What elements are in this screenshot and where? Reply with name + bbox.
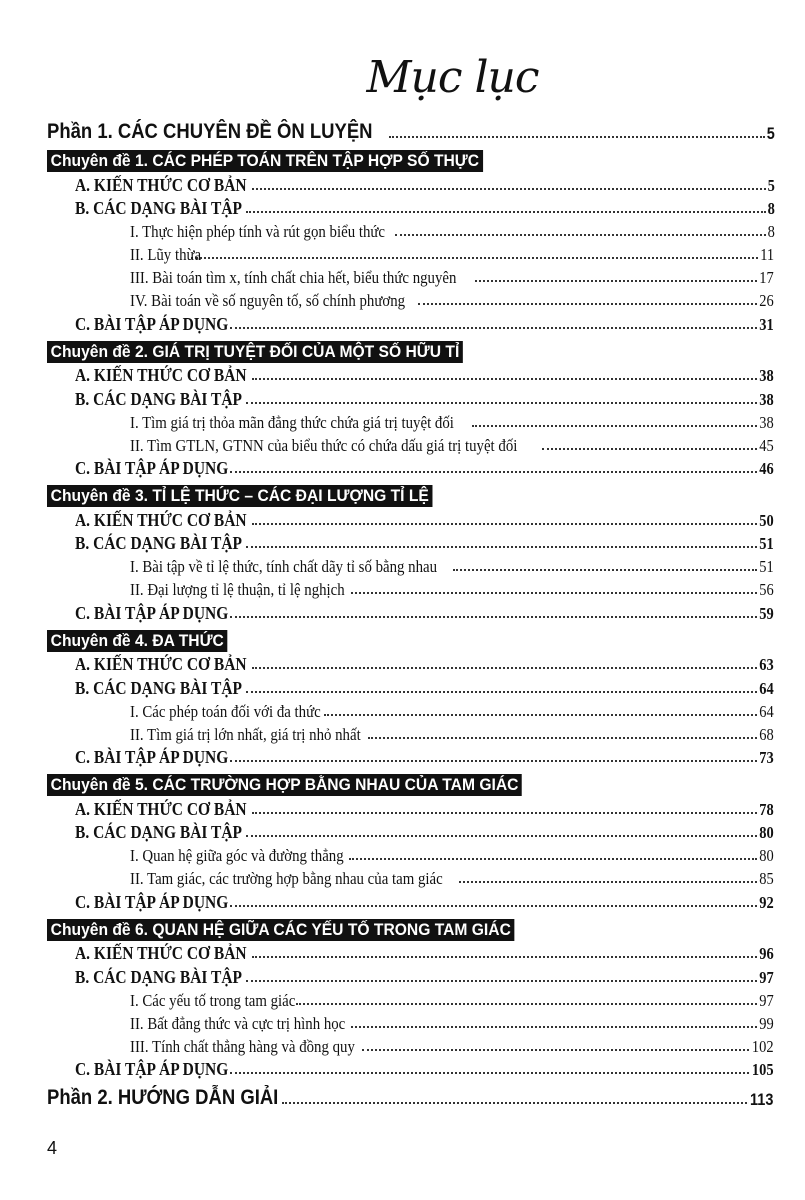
toc-part-entry[interactable] (47, 114, 775, 144)
entry-label: C. BÀI TẬP ÁP DỤNG (75, 602, 229, 623)
entry-page-number: 26 (759, 291, 774, 310)
toc-topic-header[interactable] (47, 626, 775, 652)
toc-section-entry[interactable] (47, 675, 775, 699)
entry-label: III. Bài toán tìm x, tính chất chia hết, biểu thức nguyên (130, 268, 457, 287)
entry-label: C. BÀI TẬP ÁP DỤNG (75, 313, 229, 334)
entry-page-number: 5 (767, 175, 775, 195)
dot-leader (252, 188, 766, 190)
entry-page-number: 78 (759, 799, 774, 819)
dot-leader (246, 402, 757, 404)
dot-leader (230, 471, 757, 473)
entry-label: II. Lũy thừa (130, 245, 202, 264)
entry-label: III. Tính chất thẳng hàng và đồng quy (130, 1036, 355, 1056)
entry-label: IV. Bài toán về số nguyên tố, số chính phương (130, 291, 406, 310)
entry-label: II. Bất đẳng thức và cực trị hình học (130, 1013, 346, 1033)
entry-label: I. Các yếu tố trong tam giác (130, 990, 296, 1010)
entry-page-number: 105 (751, 1060, 774, 1079)
toc-section-entry[interactable] (47, 941, 775, 965)
dot-leader (230, 616, 757, 618)
entry-label: B. CÁC DẠNG BÀI TẬP (75, 533, 243, 553)
entry-label: A. KIẾN THỨC CƠ BẢN (75, 798, 247, 819)
entry-label: II. Tìm giá trị lớn nhất, giá trị nhỏ nhất (130, 724, 361, 744)
entry-label: II. Tam giác, các trường hợp bằng nhau của tam giác (130, 869, 443, 888)
toc-section-entry[interactable] (47, 531, 775, 555)
entry-page-number: 73 (759, 748, 774, 767)
entry-page-number: 56 (759, 580, 774, 599)
entry-page-number: 68 (759, 724, 774, 744)
entry-page-number: 46 (759, 459, 774, 478)
entry-label: B. CÁC DẠNG BÀI TẬP (75, 198, 243, 218)
toc-part-entry[interactable] (47, 1080, 775, 1110)
topic-title: Chuyên đề 3. TỈ LỆ THỨC – CÁC ĐẠI LƯỢNG TỈ LỆ (47, 485, 433, 507)
entry-label: I. Quan hệ giữa góc và đường thẳng (130, 846, 344, 865)
toc-section-entry[interactable] (47, 600, 775, 624)
dot-leader (252, 378, 757, 380)
toc-topic-header[interactable] (47, 915, 775, 941)
toc-subsection-entry[interactable] (47, 410, 775, 433)
toc-section-entry[interactable] (47, 363, 775, 387)
entry-label: II. Đại lượng tỉ lệ thuận, tỉ lệ nghịch (130, 580, 345, 599)
entry-page-number: 8 (767, 222, 775, 241)
entry-page-number: 11 (759, 245, 774, 264)
toc-topic-header[interactable] (47, 146, 775, 172)
entry-label: Phần 1. CÁC CHUYÊN ĐỀ ÔN LUYỆN (47, 120, 373, 143)
dot-leader (252, 523, 757, 525)
toc-subsection-entry[interactable] (47, 722, 775, 745)
page-title: Mục lục (366, 52, 539, 103)
entry-page-number: 31 (759, 314, 774, 334)
dot-leader (418, 303, 757, 305)
topic-title: Chuyên đề 4. ĐA THỨC (47, 630, 228, 652)
entry-page-number: 45 (759, 435, 774, 455)
entry-label: C. BÀI TẬP ÁP DỤNG (75, 458, 229, 478)
entry-page-number: 92 (759, 892, 774, 912)
toc-subsection-entry[interactable] (47, 1034, 775, 1057)
entry-page-number: 63 (759, 655, 774, 674)
dot-leader (296, 1003, 757, 1005)
dot-leader (246, 546, 757, 548)
dot-leader (395, 234, 765, 236)
toc-subsection-entry[interactable] (47, 988, 775, 1011)
dot-leader (246, 211, 765, 213)
dot-leader (389, 136, 765, 138)
toc-section-entry[interactable] (47, 507, 775, 531)
dot-leader (368, 737, 757, 739)
entry-label: C. BÀI TẬP ÁP DỤNG (75, 1059, 229, 1079)
dot-leader (324, 714, 757, 716)
toc-subsection-entry[interactable] (47, 265, 775, 288)
entry-page-number: 64 (759, 678, 774, 698)
dot-leader (282, 1102, 747, 1104)
topic-title: Chuyên đề 2. GIÁ TRỊ TUYỆT ĐỐI CỦA MỘT SỐ HỮU TỈ (47, 341, 463, 363)
entry-page-number: 59 (759, 603, 774, 623)
entry-page-number: 64 (759, 701, 774, 721)
toc-subsection-entry[interactable] (47, 843, 775, 866)
toc-subsection-entry[interactable] (47, 242, 775, 265)
entry-page-number: 102 (751, 1036, 774, 1056)
dot-leader (252, 812, 757, 814)
entry-label: B. CÁC DẠNG BÀI TẬP (75, 388, 243, 409)
topic-title: Chuyên đề 1. CÁC PHÉP TOÁN TRÊN TẬP HỢP SỐ THỰC (47, 150, 483, 172)
entry-label: Phần 2. HƯỚNG DẪN GIẢI (47, 1086, 279, 1109)
topic-title: Chuyên đề 5. CÁC TRƯỜNG HỢP BẰNG NHAU CỦA TAM GIÁC (47, 774, 522, 796)
toc-subsection-entry[interactable] (47, 433, 775, 456)
dot-leader (230, 905, 757, 907)
entry-label: II. Tìm GTLN, GTNN của biểu thức có chứa dấu giá trị tuyệt đối (130, 435, 518, 455)
topic-title: Chuyên đề 6. QUAN HỆ GIỮA CÁC YẾU TỐ TRONG TAM GIÁC (47, 919, 515, 941)
page-number: 4 (47, 1138, 58, 1158)
entry-page-number: 17 (759, 268, 774, 287)
dot-leader (475, 280, 757, 282)
toc-section-entry[interactable] (47, 1057, 775, 1081)
dot-leader (230, 327, 757, 329)
toc-subsection-entry[interactable] (47, 866, 775, 889)
toc-section-entry[interactable] (47, 172, 775, 196)
dot-leader (230, 1072, 748, 1074)
dot-leader (252, 667, 757, 669)
entry-page-number: 85 (759, 869, 774, 888)
entry-page-number: 80 (759, 846, 774, 865)
entry-page-number: 99 (759, 1013, 774, 1033)
toc-section-entry[interactable] (47, 196, 775, 220)
toc-subsection-entry[interactable] (47, 219, 775, 242)
toc-section-entry[interactable] (47, 796, 775, 820)
dot-leader (246, 980, 757, 982)
entry-label: A. KIẾN THỨC CƠ BẢN (75, 943, 247, 963)
dot-leader (191, 257, 758, 259)
entry-label: A. KIẾN THỨC CƠ BẢN (75, 654, 247, 674)
entry-label: I. Các phép toán đối với đa thức (130, 701, 321, 721)
dot-leader (230, 760, 757, 762)
dot-leader (362, 1049, 749, 1051)
entry-page-number: 50 (759, 510, 774, 530)
entry-page-number: 38 (759, 366, 774, 385)
entry-label: A. KIẾN THỨC CƠ BẢN (75, 509, 247, 530)
toc-subsection-entry[interactable] (47, 1011, 775, 1034)
entry-label: I. Tìm giá trị thỏa mãn đẳng thức chứa giá trị tuyệt đối (130, 412, 454, 432)
toc-section-entry[interactable] (47, 889, 775, 913)
entry-label: C. BÀI TẬP ÁP DỤNG (75, 747, 229, 767)
toc-section-entry[interactable] (47, 386, 775, 410)
toc-section-entry[interactable] (47, 456, 775, 480)
entry-label: B. CÁC DẠNG BÀI TẬP (75, 966, 243, 987)
entry-page-number: 38 (759, 389, 774, 409)
entry-page-number: 97 (759, 990, 774, 1010)
toc-section-entry[interactable] (47, 745, 775, 769)
dot-leader (246, 835, 757, 837)
entry-label: C. BÀI TẬP ÁP DỤNG (75, 891, 229, 912)
entry-page-number: 97 (759, 967, 774, 987)
entry-page-number: 96 (759, 944, 774, 963)
entry-page-number: 8 (767, 199, 775, 218)
dot-leader (351, 1026, 757, 1028)
dot-leader (472, 425, 757, 427)
toc-section-entry[interactable] (47, 820, 775, 844)
toc-subsection-entry[interactable] (47, 577, 775, 600)
entry-page-number: 5 (766, 124, 775, 143)
dot-leader (349, 858, 757, 860)
toc-subsection-entry[interactable] (47, 288, 775, 311)
toc-topic-header[interactable] (47, 481, 775, 507)
dot-leader (351, 592, 757, 594)
toc-topic-header[interactable] (47, 770, 775, 796)
dot-leader (542, 448, 757, 450)
entry-label: I. Bài tập về tỉ lệ thức, tính chất dãy tỉ số bằng nhau (130, 557, 438, 576)
entry-page-number: 51 (759, 557, 774, 576)
toc-section-entry[interactable] (47, 964, 775, 988)
entry-label: B. CÁC DẠNG BÀI TẬP (75, 822, 243, 842)
toc-subsection-entry[interactable] (47, 554, 775, 577)
entry-label: A. KIẾN THỨC CƠ BẢN (75, 174, 247, 195)
entry-page-number: 51 (759, 534, 774, 553)
toc-section-entry[interactable] (47, 311, 775, 335)
entry-page-number: 38 (759, 412, 774, 432)
entry-page-number: 113 (749, 1090, 773, 1109)
dot-leader (252, 956, 757, 958)
entry-label: I. Thực hiện phép tính và rút gọn biểu thức (130, 222, 386, 241)
dot-leader (459, 881, 757, 883)
toc-subsection-entry[interactable] (47, 699, 775, 722)
dot-leader (246, 691, 757, 693)
dot-leader (453, 569, 757, 571)
toc-section-entry[interactable] (47, 652, 775, 676)
entry-page-number: 80 (759, 823, 774, 842)
toc-topic-header[interactable] (47, 337, 775, 363)
entry-label: B. CÁC DẠNG BÀI TẬP (75, 677, 243, 698)
entry-label: A. KIẾN THỨC CƠ BẢN (75, 365, 247, 385)
table-of-contents (47, 114, 775, 1110)
